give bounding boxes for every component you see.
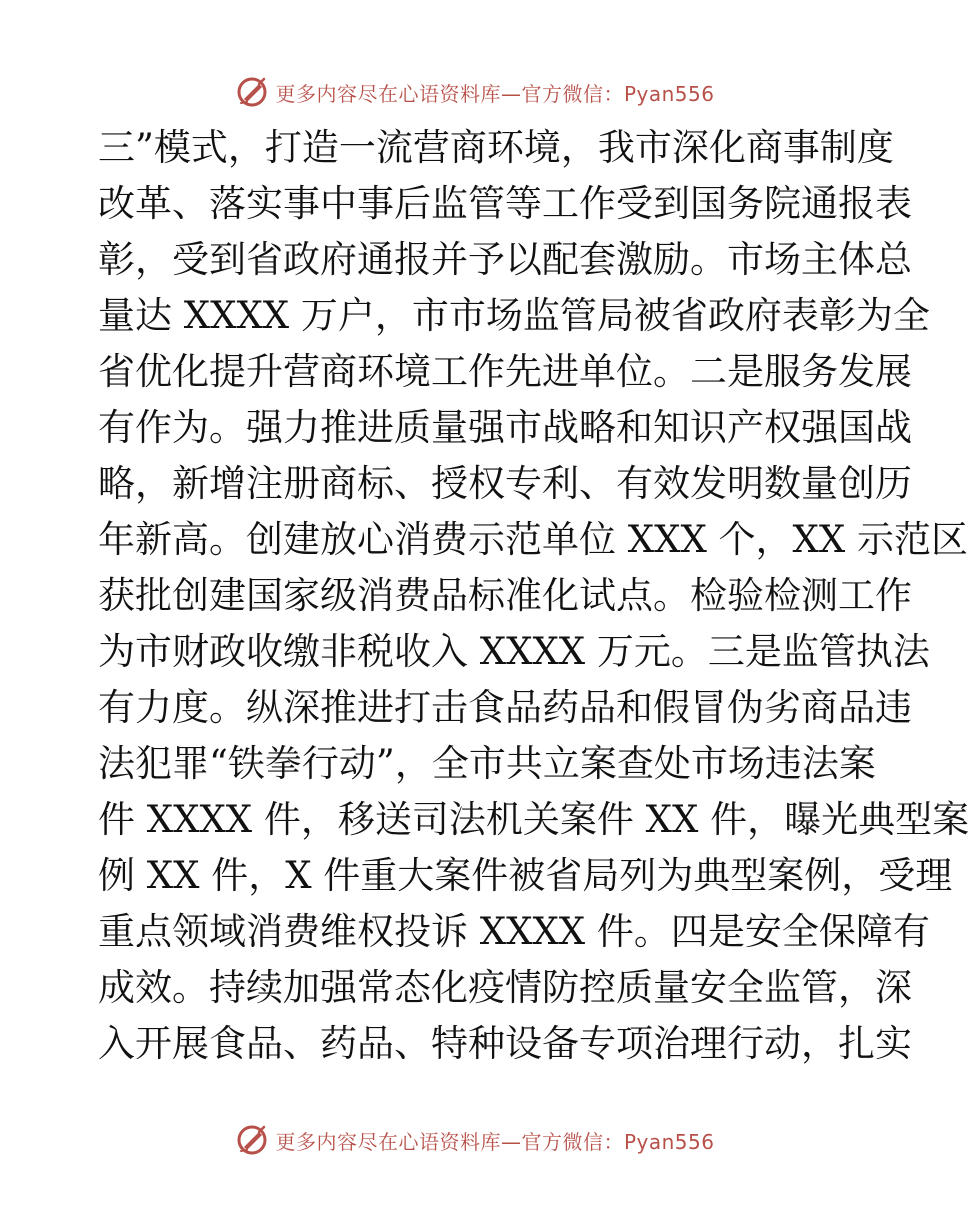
watermark-text: 更多内容尽在心语资料库—官方微信：Pyan556 [275,1129,715,1154]
text-line: 量达 XXXX 万户，市市场监管局被省政府表彰为全 [98,294,930,337]
handwriting-logo-icon [235,1123,269,1157]
text-line: 有力度。纵深推进打击食品药品和假冒伪劣商品违 [98,686,912,729]
watermark-text: 更多内容尽在心语资料库—官方微信：Pyan556 [275,81,715,106]
text-line: 有作为。强力推进质量强市战略和知识产权强国战 [98,406,912,449]
text-line: 重点领域消费维权投诉 XXXX 件。四是安全保障有 [98,910,930,953]
text-line: 年新高。创建放心消费示范单位 XXX 个，XX 示范区 [98,518,968,561]
text-line: 法犯罪“铁拳行动”，全市共立案查处市场违法案 [98,742,876,785]
header-watermark [0,70,950,114]
text-line: 获批创建国家级消费品标准化试点。检验检测工作 [98,574,912,617]
text-line: 略，新增注册商标、授权专利、有效发明数量创历 [98,462,912,505]
handwriting-logo-icon [235,75,269,109]
text-line: 彰，受到省政府通报并予以配套激励。市场主体总 [98,238,912,281]
document-body [98,120,969,1072]
text-line: 件 XXXX 件，移送司法机关案件 XX 件，曝光典型案 [98,798,969,841]
text-line: 入开展食品、药品、特种设备专项治理行动，扎实 [98,1022,912,1065]
text-line: 三”模式，打造一流营商环境，我市深化商事制度 [98,126,894,169]
text-line: 为市财政收缴非税收入 XXXX 万元。三是监管执法 [98,630,930,673]
text-line: 例 XX 件，X 件重大案件被省局列为典型案例，受理 [98,854,953,897]
text-line: 省优化提升营商环境工作先进单位。二是服务发展 [98,350,912,393]
footer-watermark [0,1118,950,1162]
text-line: 成效。持续加强常态化疫情防控质量安全监管，深 [98,966,912,1009]
text-line: 改革、落实事中事后监管等工作受到国务院通报表 [98,182,912,225]
